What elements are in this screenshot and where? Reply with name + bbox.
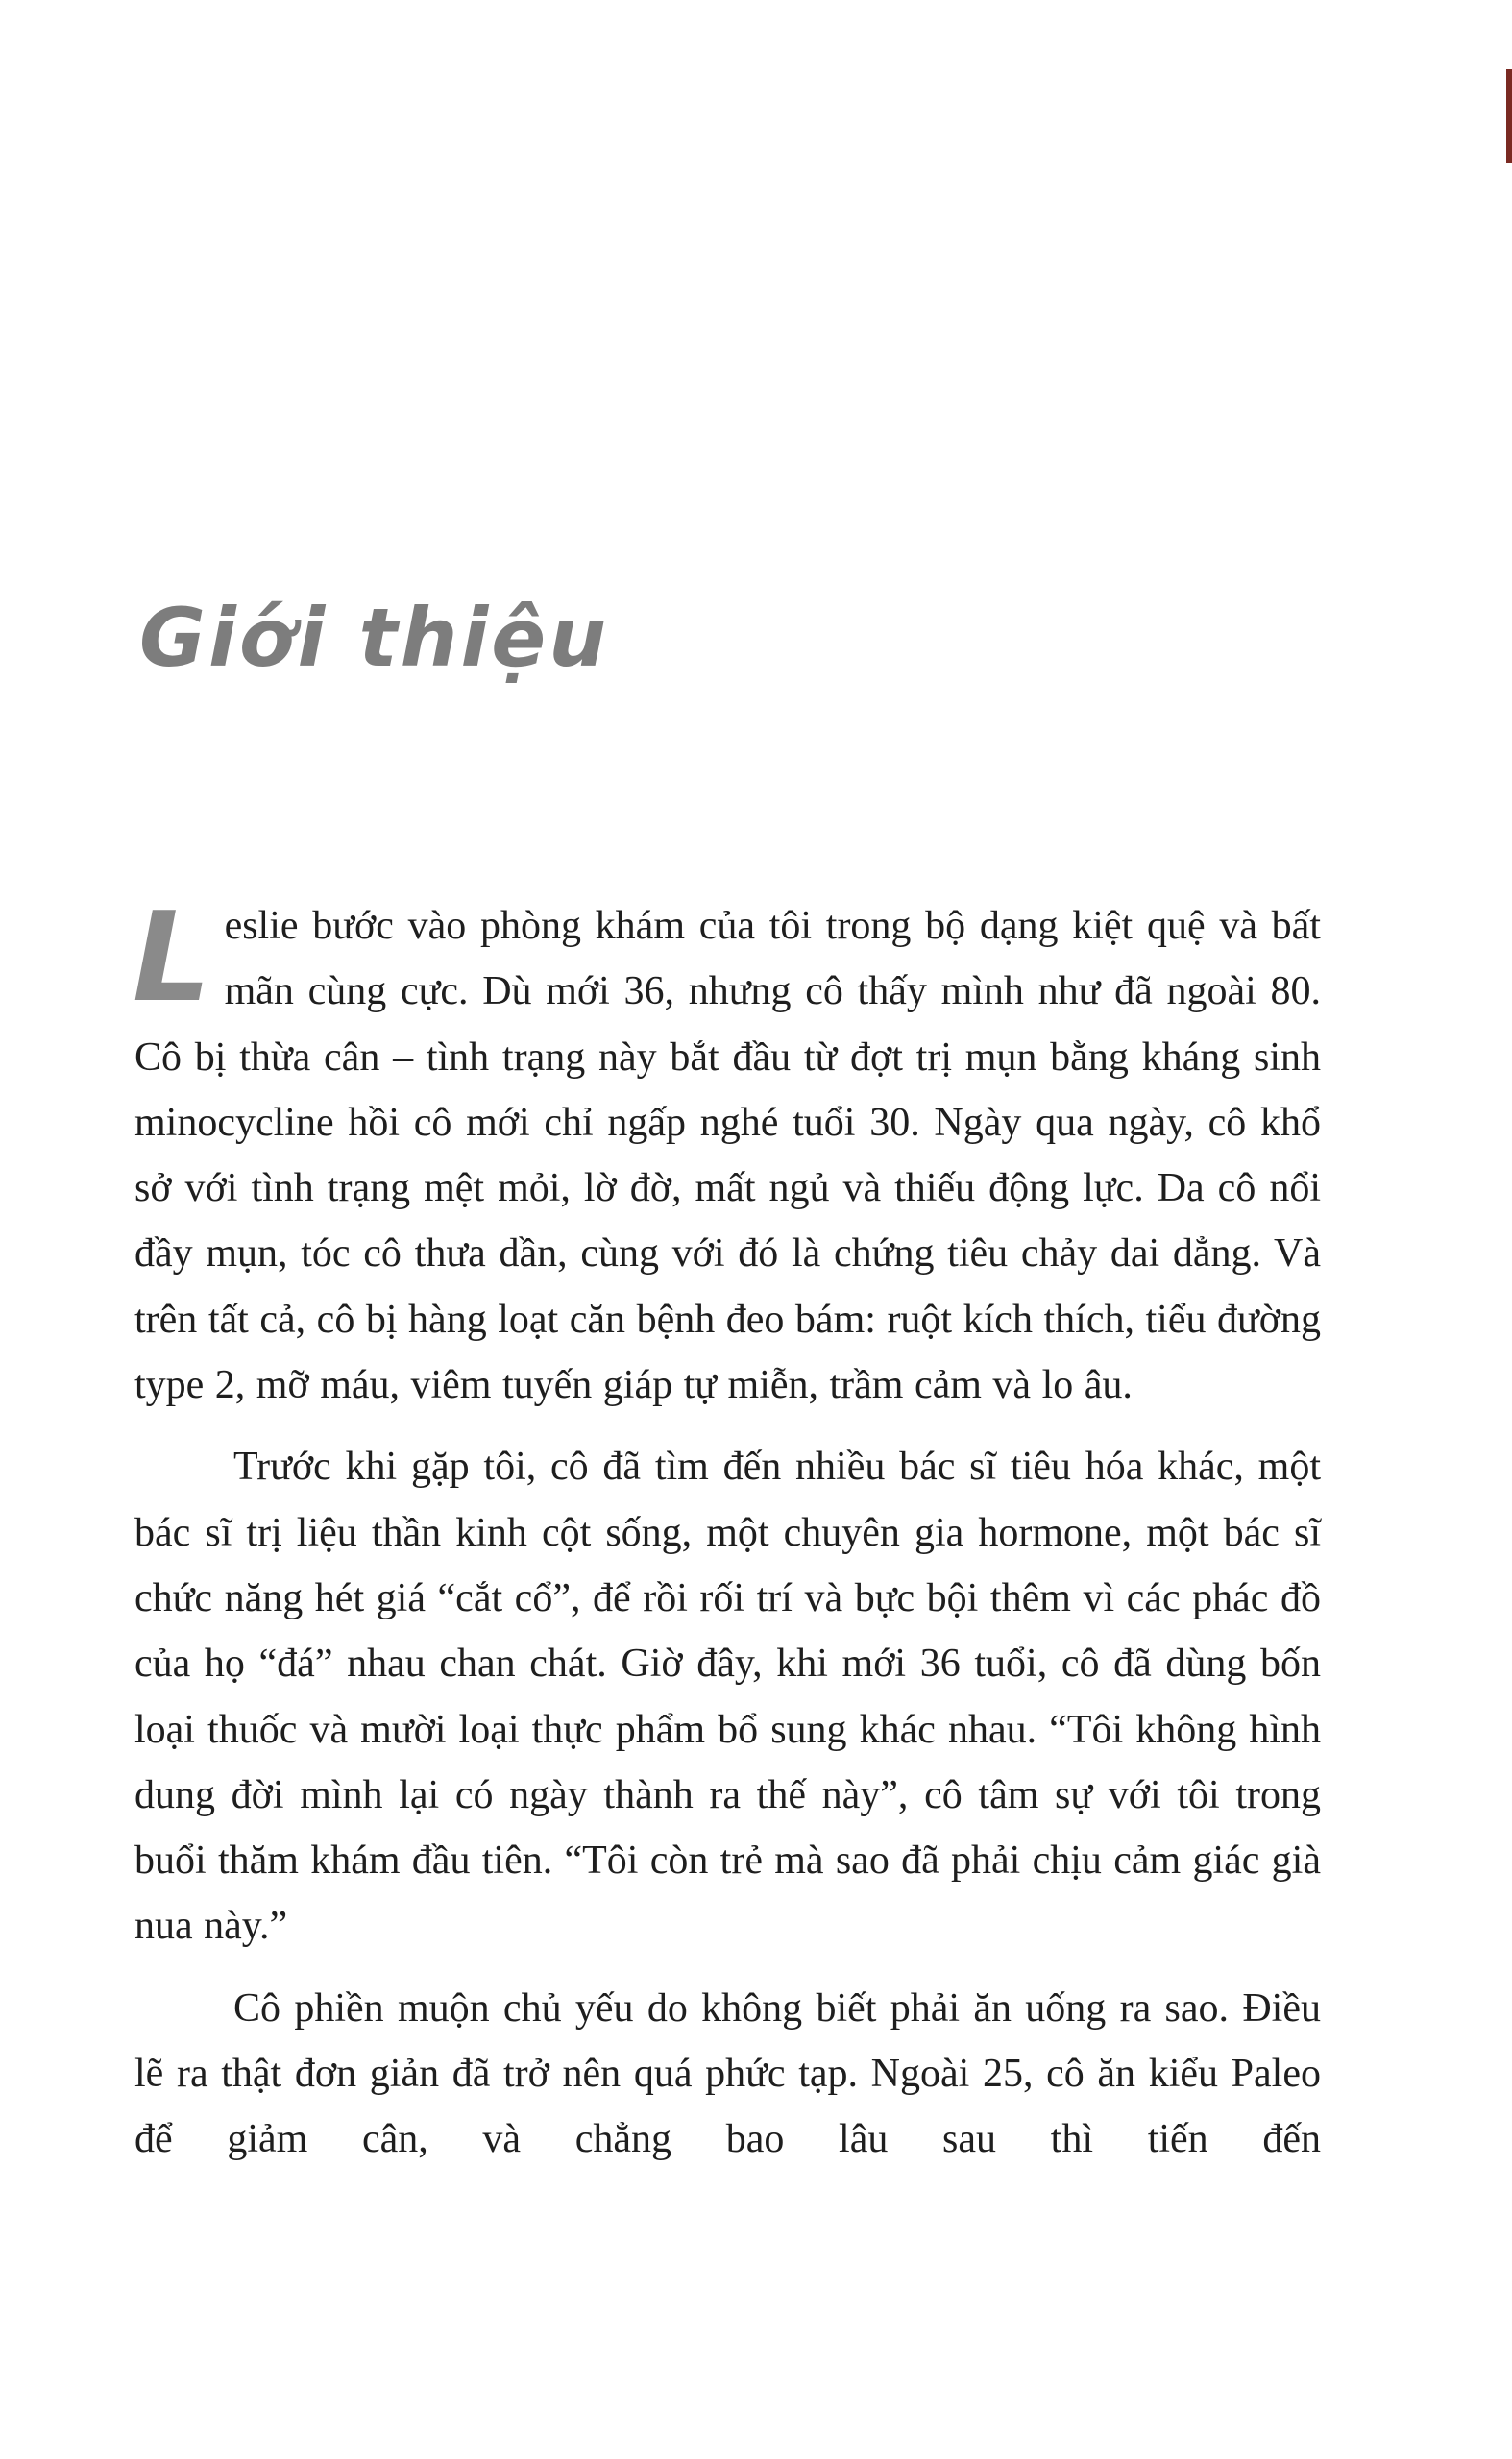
paragraph-1-text: eslie bước vào phòng khám của tôi trong bộ dạng kiệt quệ và bất mãn cùng cực. Dù mới 36, nhưng cô thấy mình như đã ngoài 80. Cô bị thừa cân – tình trạng này bắt đầu từ đợt trị mụn bằng kháng sinh minocycline hồi cô mới chỉ ngấp nghé tuổi 30. Ngày qua ngày, cô khổ sở với tình trạng mệt mỏi, lờ đờ, mất ngủ và thiếu động lực. Da cô nổi đầy mụn, tóc cô thưa dần, cùng với đó là chứng tiêu chảy dai dẳng. Và trên tất cả, cô bị hàng loạt căn bệnh đeo bám: ruột kích thích, tiểu đường type 2, mỡ máu, viêm tuyến giáp tự miễn, trầm cảm và lo âu. <box>134 904 1321 1408</box>
paragraph-2: Trước khi gặp tôi, cô đã tìm đến nhiều bác sĩ tiêu hóa khác, một bác sĩ trị liệu thần kinh cột sống, một chuyên gia hormone, một bác sĩ chức năng hét giá “cắt cổ”, để rồi rối trí và bực bội thêm vì các phác đồ của họ “đá” nhau chan chát. Giờ đây, khi mới 36 tuổi, cô đã dùng bốn loại thuốc và mười loại thực phẩm bổ sung khác nhau. “Tôi không hình dung đời mình lại có ngày thành ra thế này”, cô tâm sự với tôi trong buổi thăm khám đầu tiên. “Tôi còn trẻ mà sao đã phải chịu cảm giác già nua này.” <box>134 1445 1321 1949</box>
drop-cap: L <box>133 887 211 1030</box>
paragraph-3: Cô phiền muộn chủ yếu do không biết phải ăn uống ra sao. Điều lẽ ra thật đơn giản đã trở nên quá phức tạp. Ngoài 25, cô ăn kiểu Paleo để giảm cân, và chẳng bao lâu sau thì tiến đến <box>134 1985 1321 2162</box>
chapter-title: Giới thiệu <box>139 591 610 685</box>
chapter-body <box>133 887 1321 2173</box>
paragraph-1 <box>133 887 1321 1418</box>
page-edge-marker <box>1506 69 1512 163</box>
